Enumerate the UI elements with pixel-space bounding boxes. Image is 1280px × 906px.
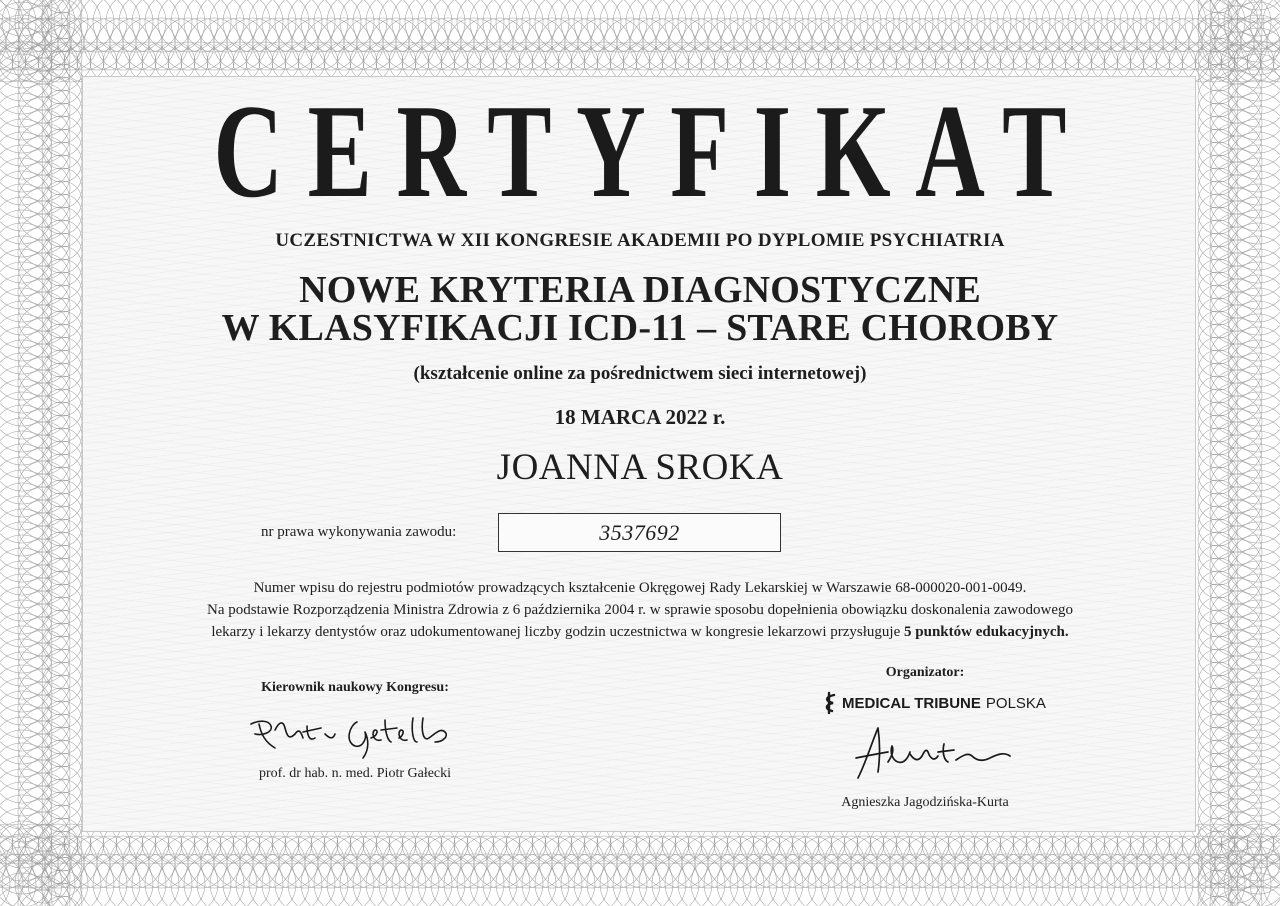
license-number-box: 3537692 — [498, 513, 781, 552]
medical-tribune-logo — [822, 690, 1046, 716]
topic-line-1: NOWE KRYTERIA DIAGNOSTYCZNE — [299, 269, 981, 311]
license-label: nr prawa wykonywania zawodu: — [261, 524, 457, 540]
certificate-subtitle: UCZESTNICTWA W XII KONGRESIE AKADEMII PO DYPLOMIE PSYCHIATRIA — [275, 230, 1005, 251]
signature-right — [848, 722, 1018, 788]
caduceus-icon — [822, 691, 836, 715]
legal-line-3-text: lekarzy i lekarzy dentystów oraz udokumentowanej liczby godzin uczestnictwa w kongresie lekarzowi przysługuje — [211, 624, 901, 640]
legal-line-2: Na podstawie Rozporządzenia Ministra Zdrowia z 6 października 2004 r. w sprawie sposobu dopełnienia obowiązku doskonalenia zawodowego — [207, 602, 1073, 618]
event-date: 18 MARCA 2022 r. — [554, 405, 726, 429]
logo-text-bold: MEDICAL TRIBUNE — [842, 694, 981, 712]
participant-name: JOANNA SROKA — [496, 447, 784, 488]
organizer-representative-name: Agnieszka Jagodzińska-Kurta — [841, 795, 1009, 810]
certificate-title: CERTYFIKAT — [213, 77, 1092, 225]
signature-left — [245, 708, 465, 760]
legal-line-1: Numer wpisu do rejestru podmiotów prowadzących kształcenie Okręgowej Rady Lekarskiej w Warszawie 68-000020-001-0049. — [253, 580, 1027, 596]
scientific-director-name: prof. dr hab. n. med. Piotr Gałecki — [258, 766, 452, 781]
scientific-director-label: Kierownik naukowy Kongresu: — [261, 680, 449, 695]
logo-text-light: POLSKA — [985, 694, 1046, 712]
organizer-label: Organizator: — [885, 665, 965, 680]
topic-line-2: W KLASYFIKACJI ICD-11 – STARE CHOROBY — [221, 307, 1059, 349]
education-mode: (kształcenie online za pośrednictwem sieci internetowej) — [413, 363, 867, 384]
legal-line-3 — [0, 621, 1280, 643]
education-points: 5 punktów edukacyjnych. — [904, 624, 1069, 640]
